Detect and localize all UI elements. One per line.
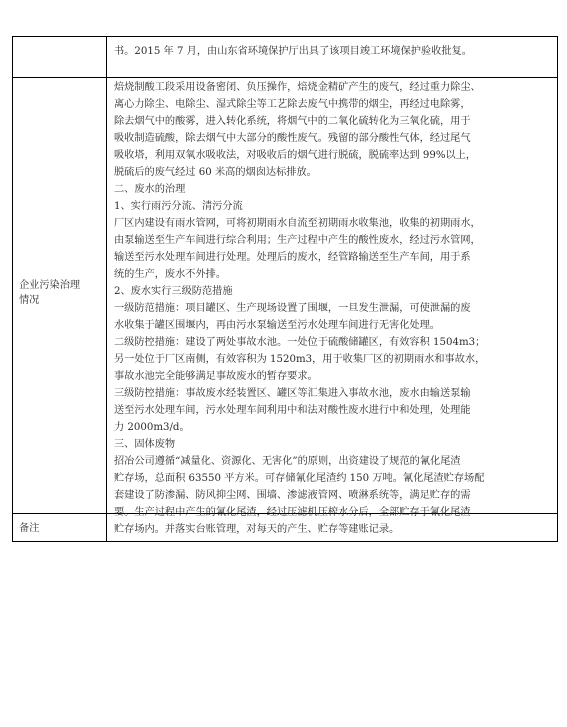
- section-heading: 三、固体废物: [114, 439, 176, 450]
- row-divider: [13, 77, 557, 78]
- text-line: 力 2000m3/d。: [114, 422, 190, 433]
- text-line: 三级防控措施：事故废水经装置区、罐区等汇集进入事故水池，废水由输送泵输: [114, 388, 471, 399]
- text-line: 招冶公司遵循“减量化、资源化、无害化”的原则，出资建设了规范的氰化尾渣: [114, 456, 461, 467]
- text-line: 统的生产，废水不外排。: [114, 269, 227, 280]
- text-line: 除去烟气中的酸雾，进入转化系统，将烟气中的二氧化硫转化为三氧化硫，用于: [114, 116, 471, 127]
- text-line: 书。2015 年 7 月，由山东省环境保护厅出具了该项目竣工环境保护验收批复。: [114, 46, 472, 57]
- text-line: 套建设了防渗漏、防风抑尘网、围墙、渗滤液管网、喷淋系统等，满足贮存的需: [114, 490, 471, 501]
- text-line: 离心力除尘、电除尘、湿式除尘等工艺除去废气中携带的烟尘，再经过电除雾，: [114, 99, 471, 110]
- text-line: 贮存场，总面积 63550 平方米。可存储氰化尾渣约 150 万吨。氰化尾渣贮存场配: [114, 473, 485, 484]
- subsection-heading: 2、废水实行三级防范措施: [114, 286, 233, 297]
- text-line: 事故水池完全能够满足事故废水的暂存要求。: [114, 371, 318, 382]
- text-line: 由泵输送至生产车间进行综合利用；生产过程中产生的酸性废水，经过污水管网，: [114, 235, 481, 246]
- row-label-line: 企业污染治理: [19, 280, 81, 291]
- text-line: 吸收制造硫酸，除去烟气中大部分的酸性废气。残留的部分酸性气体，经过尾气: [114, 133, 471, 144]
- text-line: 脱硫后的废气经过 60 米高的烟囱达标排放。: [114, 167, 317, 178]
- row-label-remarks: 备注: [19, 523, 40, 534]
- row-label-line: 情况: [19, 295, 40, 306]
- text-line: 贮存场内。并落实台账管理，对每天的产生、贮存等建账记录。: [114, 524, 400, 535]
- text-line: 厂区内建设有雨水管网，可将初期雨水自流至初期雨水收集池，收集的初期雨水，: [114, 218, 481, 229]
- text-line: 另一处位于厂区南侧，有效容积为 1520m3，用于收集厂区的初期雨水和事故水，: [114, 354, 486, 365]
- text-line: 二级防控措施：建设了两处事故水池。一处位于硫酸储罐区，有效容积 1504m3；: [114, 337, 486, 348]
- text-line: 吸收塔，利用双氧水吸收法，对吸收后的烟气进行脱硫，脱硫率达到 99%以上，: [114, 150, 477, 161]
- text-line: 要。生产过程中产生的氰化尾渣，经过压滤机压榨水分后，全部贮存于氰化尾渣: [114, 507, 471, 518]
- text-line: 水收集于罐区围堰内，再由污水泵输送至污水处理车间进行无害化处理。: [114, 320, 440, 331]
- text-line: 输送至污水处理车间进行处理。处理后的废水，经管路输送至生产车间，用于系: [114, 252, 471, 263]
- section-heading: 二、废水的治理: [114, 184, 186, 195]
- pollution-control-content: [114, 79, 549, 538]
- text-line: 焙烧制酸工段采用设备密闭、负压操作，焙烧金精矿产生的废气，经过重力除尘、: [114, 82, 481, 93]
- row-label-pollution-control: [19, 278, 103, 308]
- column-divider: [106, 37, 107, 541]
- pollution-control-table: [12, 36, 558, 542]
- text-line: 送至污水处理车间，污水处理车间利用中和法对酸性废水进行中和处理，处理能: [114, 405, 471, 416]
- top-row-text: [114, 43, 549, 60]
- subsection-heading: 1、实行雨污分流、清污分流: [114, 201, 243, 212]
- text-line: 一级防范措施：项目罐区、生产现场设置了围堰，一旦发生泄漏，可使泄漏的废: [114, 303, 471, 314]
